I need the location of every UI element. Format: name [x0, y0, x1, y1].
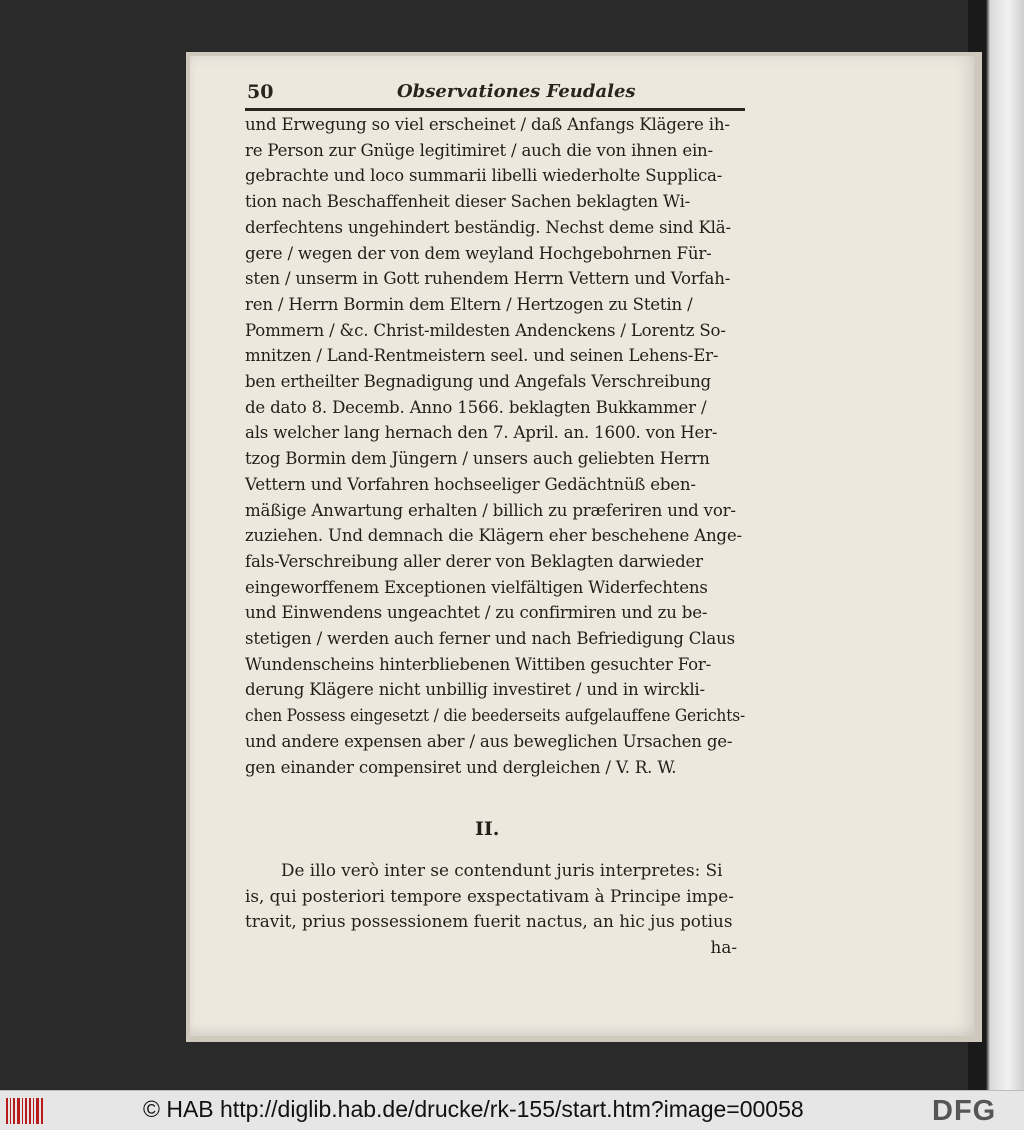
body-line: tzog Bormin dem Jüngern / unsers auch geliebten Herrn [245, 449, 710, 469]
body-line: Pommern / &c. Christ-mildesten Andenckens / Lorentz So- [245, 320, 726, 340]
latin-line: travit, prius possessionem fuerit nactus, an hic jus potius [245, 911, 733, 931]
body-line: re Person zur Gnüge legitimiret / auch die von ihnen ein- [245, 140, 713, 160]
latin-line: De illo verò inter se contendunt juris interpretes: Si [281, 860, 723, 880]
body-line: derung Klägere nicht unbillig investiret / und in wirckli- [245, 680, 705, 700]
latin-line: is, qui posteriori tempore exspectativam à Principe impe- [245, 885, 734, 906]
body-line: gebrachte und loco summarii libelli wiederholte Supplica- [245, 166, 723, 186]
body-line: chen Possess eingesetzt / die beederseits aufgelauffene Gerichts- [245, 706, 746, 726]
body-line: Vettern und Vorfahren hochseeliger Gedächtnüß eben- [245, 474, 696, 494]
body-line: gen einander compensiret und dergleichen / V. R. W. [245, 757, 677, 777]
page-header [247, 81, 747, 111]
body-line: stetigen / werden auch ferner und nach Befriedigung Claus [245, 629, 735, 649]
source-url[interactable]: © HAB http://diglib.hab.de/drucke/rk-155/start.htm?image=00058 [143, 1096, 804, 1122]
body-line: und andere expensen aber / aus beweglichen Ursachen ge- [245, 731, 733, 751]
viewer-footer [0, 1090, 1024, 1130]
body-line: und Erwegung so viel erscheinet / daß Anfangs Klägere ih- [245, 115, 730, 134]
hab-logo-icon[interactable] [6, 1098, 46, 1124]
body-line: mäßige Anwartung erhalten / billich zu præferiren und vor- [245, 500, 736, 520]
header-rule [245, 108, 745, 111]
running-title: Observationes Feudales [397, 81, 636, 102]
body-line: eingeworffenem Exceptionen vielfältigen Widerfechtens [245, 577, 708, 597]
body-line: ben ertheilter Begnadigung und Angefals Verschreibung [245, 372, 711, 392]
latin-paragraph [245, 858, 745, 960]
body-line: de dato 8. Decemb. Anno 1566. beklagten Bukkammer / [245, 397, 707, 417]
body-line: und Einwendens ungeachtet / zu confirmiren und zu be- [245, 603, 708, 623]
dfg-logo[interactable]: DFG [932, 1095, 997, 1127]
body-line: Wundenscheins hinterbliebenen Wittiben gesuchter For- [245, 654, 712, 674]
section-number: II. [475, 818, 500, 840]
page-number: 50 [247, 81, 274, 103]
body-line: als welcher lang hernach den 7. April. an. 1600. von Her- [245, 423, 718, 443]
body-line: tion nach Beschaffenheit dieser Sachen beklagten Wi- [245, 192, 691, 212]
body-line: sten / unserm in Gott ruhendem Herrn Vettern und Vorfah- [245, 269, 731, 289]
body-line: mnitzen / Land-Rentmeistern seel. und seinen Lehens-Er- [245, 346, 719, 366]
body-line: fals-Verschreibung aller derer von Beklagten darwieder [245, 551, 703, 571]
body-line: derfechtens ungehindert beständig. Nechst deme sind Klä- [245, 217, 731, 237]
body-line: zuziehen. Und demnach die Klägern eher beschehene Ange- [245, 526, 742, 546]
body-line: ren / Herrn Bormin dem Eltern / Hertzogen zu Stetin / [245, 294, 693, 314]
german-body-text [245, 112, 745, 780]
catchword: ha- [710, 936, 737, 957]
body-line: gere / wegen der von dem weyland Hochgebohrnen Für- [245, 243, 712, 263]
